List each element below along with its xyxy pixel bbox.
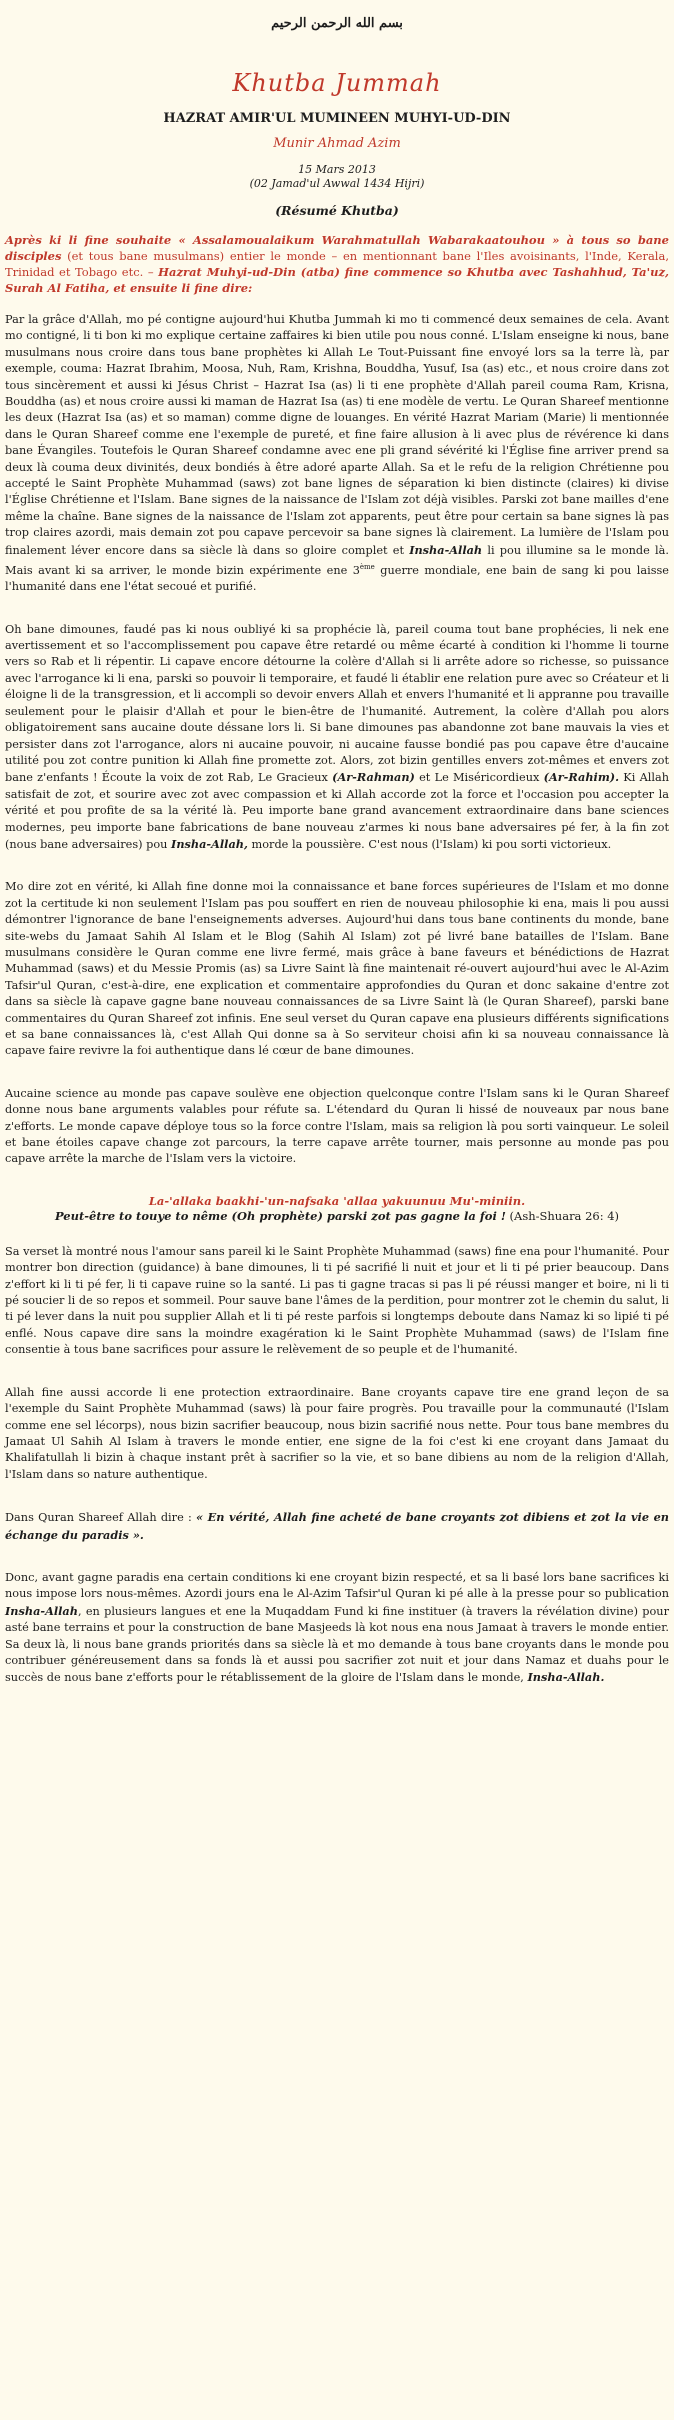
speaker-name: HAZRAT AMIR'UL MUMINEEN MUHYI-UD-DIN (163, 111, 511, 126)
paragraph-1-text-a: Par la grâce d'Allah, mo pé contigne aujourd'hui Khutba Jummah ki mo ti commencé deux semaines de cela. Avant mo contigné, li ti bon ki mo explique certaine zaffaires ki bien utile pou nous conné. L'Islam enseigne ki nous, bane musulmans nous croire dans tous bane prophètes ki Allah Le Tout-Puissant fine envoyé lors sa la terre là, par exemple, couma: Hazrat Ibrahim, Moosa, Nuh, Ram, Krishna, Bouddha, Yusuf, Isa (as) etc., et nous croire dans zot tous sincèrement et aussi ki Jésus Christ – Hazrat Isa (as) li ti ene prophète d'Allah pareil couma Ram, Krisna, Bouddha (as) et nous croire aussi ki maman de Hazrat Isa (as) ti ene modèle de vertu. Le Quran Shareef mentionne les deux (Hazrat Isa (as) et so maman) comme digne de louanges. En vérité Hazrat Mariam (Marie) li mentionnée dans le Quran Shareef comme ene l'exemple de pureté, et fine faire allusion à li avec plus de révérence ki dans bane Évangiles. Toutefois le Quran Shareef condamne avec ene pli grand sévérité ki l'Église fine arriver prend sa deux là couma deux divinités, deux bondiés à être adoré aparte Allah. Sa et le refu de la religion Chrétienne pou accepté le Saint Prophète Muhammad (saws) zot bane lignes de séparation ki bien distincte (claires) ki divise l'Église Chrétienne et l'Islam. Bane signes de la naissance de l'Islam zot déjà visibles. Parski zot bane mailles d'ene même la chaîne. Bane signes de la naissance de l'Islam zot apparents, peut être pour certain sa bane signes là pas trop claires azordi, mais demain zot pou capave percevoir sa bane signes là clairement. La lumière de l'Islam pou finalement léver encore dans sa siècle là dans so gloire complet et (5, 313, 669, 557)
intro-part-2: (et tous bane musulmans) entier le monde – en mentionnant bane l'Iles avoisinants, l'Inde, Kerala, Trinidad et Tobago etc. – (5, 249, 669, 279)
bismillah-heading: بسم الله الرحمن الرحيم (271, 16, 403, 31)
insha-allah-emphasis: Insha-Allah (409, 542, 483, 557)
author-name: Munir Ahmad Azim (273, 136, 401, 151)
date-hijri: (02 Jamad'ul Awwal 1434 Hijri) (249, 177, 425, 190)
paragraph-2-text-c: Ki Allah satisfait de zot, et sourire avec zot avec compassion et ki Allah accorde zot la force et l'occasion pou accepter la vérité et pou profite de sa la vérité là. Peu importe bane grand avancement extraordinaire dans bane sciences modernes, peu importe bane fabrications de bane nouveau z'armes ki nous bane adversaires pé fer, à la fin zot (nous bane adversaires) pou (5, 771, 669, 851)
paragraph-4: Aucaine science au monde pas capave soulève ene objection quelconque contre l'Islam sans ki le Quran Shareef donne nous bane arguments valables pour réfute sa. L'étendard du Quran li hissé de nouveaux par nous bane z'efforts. Le monde capave déploye tous so la force contre l'Islam, mais sa religion là pou sorti vainqueur. Le soleil et bane étoiles capave change zot parcours, la terre capave arrête tourner, mais personne au monde pas pou capave arrête la marche de l'Islam vers la victoire. (5, 1086, 669, 1166)
quran-quote: « En vérité, Allah fine acheté de bane croyants zot dibiens et zot la vie en échange du paradis ». (5, 1510, 669, 1542)
paragraph-2-text-d: morde la poussière. C'est nous (l'Islam) ki pou sorti victorieux. (247, 837, 612, 851)
intro-paragraph (5, 232, 669, 296)
paragraph-8-text-b: , en plusieurs langues et ene la Muqaddam Fund ki fine instituer (à travers la révélation divine) pour asté bane terrains et pour la construction de bane Masjeeds là kot nous ena nous Jamaat à travers le monde entier. Sa deux là, li nous bane grands priorités dans sa siècle là et mo demande à tous bane croyants dans le monde pou contribuer généreusement dans sa fonds là et aussi pou sacrifier zot nuit et jour dans Namaz et duahs pour le succès de nous bane z'efforts pour le rétablissement de la gloire de l'Islam dans le monde, (5, 1604, 669, 1685)
verse-translation: Peut-être to touye to nême (Oh prophète) parski zot pas gagne la foi ! (54, 1208, 506, 1223)
paragraph-2-text-a: Oh bane dimounes, faudé pas ki nous oubliyé ki sa prophécie là, pareil couma tout bane prophécies, li nek ene avertissement et so l'accomplissement pou capave être retardé ou même écarté à condition ki l'homme li tourne vers so Rab et li répentir. Li capave encore détourne la colère d'Allah si li arrête adore so richesse, so puissance avec l'arrogance ki li ena, parski so pouvoir li temporaire, et faudé li établir ene relation pure avec so Créateur et li éloigne li de la transgression, et li accompli so devoir envers Allah et envers l'humanité et li appranne pou travaille seulement pour le plaisir d'Allah et pour le bien-être de l'humanité. Autrement, la colère d'Allah pou alors obligatoirement sans aucaine doute déssane lors li. Si bane dimounes pas abandonne zot bane mauvais la vies et persister dans zot l'arrogance, alors ni aucaine pouvoir, ni aucaine fausse bondié pas pou capave être d'aucaine utilité pou zot contre punition ki Allah fine promette zot. Alors, zot bizin gentilles envers zot-mêmes et envers zot bane z'enfants ! Écoute la voix de zot Rab, Le Gracieux (5, 622, 669, 785)
paragraph-8 (5, 1570, 669, 1687)
verse-transliteration: La-'allaka baakhi-'un-nafsaka 'allaa yakuunuu Mu'-miniin. (148, 1193, 526, 1208)
insha-allah-emphasis: Insha-Allah (5, 1603, 78, 1618)
page-title: Khutba Jummah (232, 69, 442, 97)
paragraph-7-text: Dans Quran Shareef Allah dire : (5, 1511, 197, 1525)
date-block (5, 163, 669, 191)
paragraph-6: Allah fine aussi accorde li ene protection extraordinaire. Bane croyants capave tire ene grand leçon de sa l'exemple du Saint Prophète Muhammad (saws) là pour faire progrès. Pou travaille pour la communauté (l'Islam comme ene sel lécorps), nous bizin sacrifier beaucoup, nous bizin sacrifié nous nette. Pour tous bane membres du Jamaat Ul Sahih Al Islam à travers le monde entier, ene signe de la foi c'est ki ene croyant dans Jamaat du Khalifatullah li bizin à chaque instant prêt à sacrifier so la vie, et so bane dibiens au nom de la religion d'Allah, l'Islam dans so nature authentique. (5, 1385, 669, 1481)
paragraph-5: Sa verset là montré nous l'amour sans pareil ki le Saint Prophète Muhammad (saws) fine ena pour l'humanité. Pour montrer bon direction (guidance) à bane dimounes, li ti pé sacrifié li nuit et jour et li ti pé prier beaucoup. Dans z'effort ki li ti pé fer, li ti capave ruine so la santé. Li pas ti gagne tracas si pas li pé réussi manger et boire, ni li ti pé soucier li de so repos et sommeil. Pour sauve bane l'âmes de la perdition, pour montrer zot le chemin du salut, li ti pé lever dans la nuit pou supplier Allah et li ti pé reste parfois si longtemps deboute dans Namaz ki so lipié ti pé enflé. Nous capave dire sans la moindre exagération ki le Saint Prophète Muhammad (saws) de l'Islam fine consentie à tous bane sacrifices pour assure le relèvement de so peuple et de l'humanité. (5, 1244, 669, 1357)
paragraph-7 (5, 1509, 669, 1544)
paragraph-1-text-b: li pou illumine sa le monde là. Mais avant ki sa arriver, le monde bizin expérimente ene 3 (5, 543, 669, 577)
ordinal-superscript: ème (359, 563, 375, 572)
paragraph-1-text-c: guerre mondiale, ene bain de sang ki pou laisse l'humanité dans ene l'état secoué et purifié. (5, 563, 669, 594)
paragraph-1 (5, 312, 669, 596)
intro-part-3: Hazrat Muhyi-ud-Din (atba) fine commence so Khutba avec Tashahhud, Ta'uz, Surah Al Fatiha, et ensuite li fine dire: (5, 265, 669, 295)
verse-reference: (Ash-Shuara 26: 4) (505, 1208, 620, 1223)
insha-allah-emphasis: Insha-Allah. (527, 1670, 605, 1685)
insha-allah-emphasis: Insha-Allah, (171, 836, 248, 851)
paragraph-3: Mo dire zot en vérité, ki Allah fine donne moi la connaissance et bane forces supérieures de l'Islam et mo donne zot la certitude ki non seulement l'Islam pas pou souffert en rien de nouveau philosophie ki ena, mais li pou aussi démontrer l'ignorance de bane l'enseignements adverses. Aujourd'hui dans tous bane continents du monde, bane site-webs du Jamaat Sahih Al Islam et le Blog (Sahih Al Islam) zot pé livré bane batailles de l'Islam. Bane musulmans considère le Quran comme ene livre fermé, mais grâce à bane faveurs et bénédictions de Hazrat Muhammad (saws) et du Messie Promis (as) sa Livre Saint là fine maintenait ré-ouvert aujourd'hui avec le Al-Azim Tafsir'ul Quran, c'est-à-dire, ene explication et commentaire approfondies du Quran et donc sakaine d'entre zot dans sa siècle là capave gagne bane nouveau connaissances de sa Livre Saint là (le Quran Shareef), parski bane commentaires du Quran Shareef zot infinis. Ene seul verset du Quran capave ena plusieurs différents significations et sa bane connaissances là, c'est Allah Qui donne sa à So serviteur choisi afin ki sa nouveau connaissance là capave faire revivre la foi authentique dans lé cœur de bane dimounes. (5, 880, 669, 1058)
quran-verse-block (5, 1194, 669, 1224)
verse-translation-line (5, 1209, 669, 1224)
ar-rahman-emphasis: (Ar-Rahman) (332, 770, 415, 785)
intro-part-1: Après ki li fine souhaite « Assalamoualaikum Warahmatullah Wabarakaatouhou » à tous so bane disciples (5, 233, 669, 263)
paragraph-2 (5, 622, 669, 854)
date-gregorian: 15 Mars 2013 (298, 163, 376, 176)
paragraph-2-text-b: et Le Miséricordieux (414, 771, 544, 785)
ar-rahim-emphasis: (Ar-Rahim). (543, 770, 620, 785)
paragraph-8-text-a: Donc, avant gagne paradis ena certain conditions ki ene croyant bizin respecté, et sa li basé lors bane sacrifices ki nous impose lors nous-mêmes. Azordi jours ena le Al-Azim Tafsir'ul Quran ki pé alle à la presse pour so publication (5, 1570, 669, 1601)
summary-label: (Résumé Khutba) (275, 203, 399, 218)
